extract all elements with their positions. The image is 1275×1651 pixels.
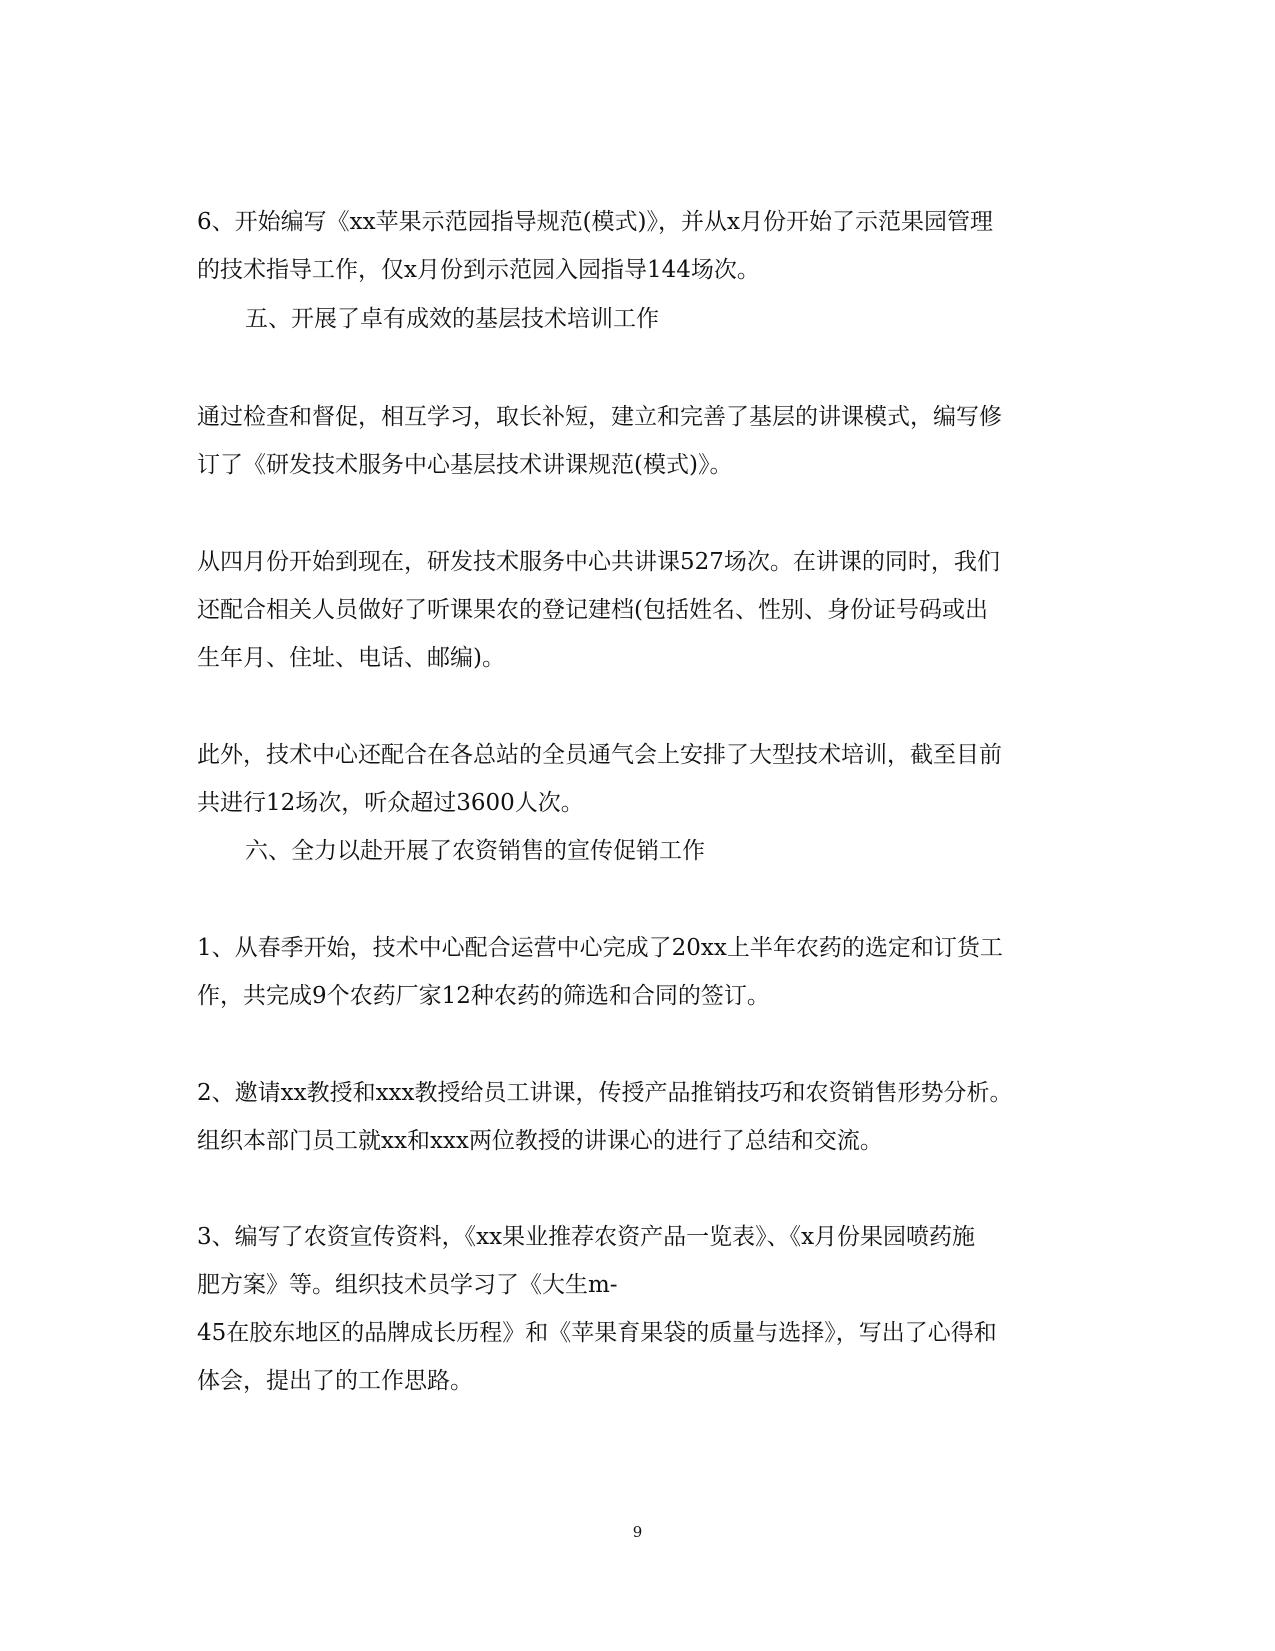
paragraph-line: 共进行12场次，听众超过3600人次。 bbox=[197, 790, 584, 816]
page-number: 9 bbox=[632, 1523, 643, 1541]
paragraph-line: 订了《研发技术服务中心基层技术讲课规范(模式)》。 bbox=[197, 452, 733, 478]
paragraph-line: 体会，提出了的工作思路。 bbox=[197, 1368, 473, 1394]
paragraph-line: 2、邀请xx教授和xxx教授给员工讲课，传授产品推销技巧和农资销售形势分析。 bbox=[197, 1080, 1013, 1106]
paragraph-line: 肥方案》等。组织技术员学习了《大生m- bbox=[197, 1272, 618, 1298]
paragraph-line: 此外，技术中心还配合在各总站的全员通气会上安排了大型技术培训，截至目前 bbox=[197, 742, 1002, 768]
paragraph-line: 1、从春季开始，技术中心配合运营中心完成了20xx上半年农药的选定和订货工 bbox=[197, 935, 1003, 961]
paragraph-line: 作，共完成9个农药厂家12种农药的筛选和合同的签订。 bbox=[197, 983, 770, 1009]
section-heading: 六、全力以赴开展了农资销售的宣传促销工作 bbox=[245, 838, 705, 864]
paragraph-line: 3、编写了农资宣传资料，《xx果业推荐农资产品一览表》、《x月份果园喷药施 bbox=[197, 1224, 976, 1250]
paragraph-line: 从四月份开始到现在，研发技术服务中心共讲课527场次。在讲课的同时，我们 bbox=[197, 549, 1000, 575]
section-heading: 五、开展了卓有成效的基层技术培训工作 bbox=[245, 306, 659, 332]
paragraph-line: 组织本部门员工就xx和xxx两位教授的讲课心的进行了总结和交流。 bbox=[197, 1128, 883, 1154]
paragraph-line: 6、开始编写《xx苹果示范园指导规范(模式)》，并从x月份开始了示范果园管理 bbox=[197, 209, 993, 235]
paragraph-line: 通过检查和督促，相互学习，取长补短，建立和完善了基层的讲课模式，编写修 bbox=[197, 404, 1002, 430]
paragraph-line: 的技术指导工作，仅x月份到示范园入园指导144场次。 bbox=[197, 257, 760, 283]
paragraph-line: 生年月、住址、电话、邮编)。 bbox=[197, 645, 505, 671]
paragraph-line: 还配合相关人员做好了听课果农的登记建档(包括姓名、性别、身份证号码或出 bbox=[197, 597, 988, 623]
paragraph-line: 45在胶东地区的品牌成长历程》和《苹果育果袋的质量与选择》，写出了心得和 bbox=[197, 1320, 997, 1346]
